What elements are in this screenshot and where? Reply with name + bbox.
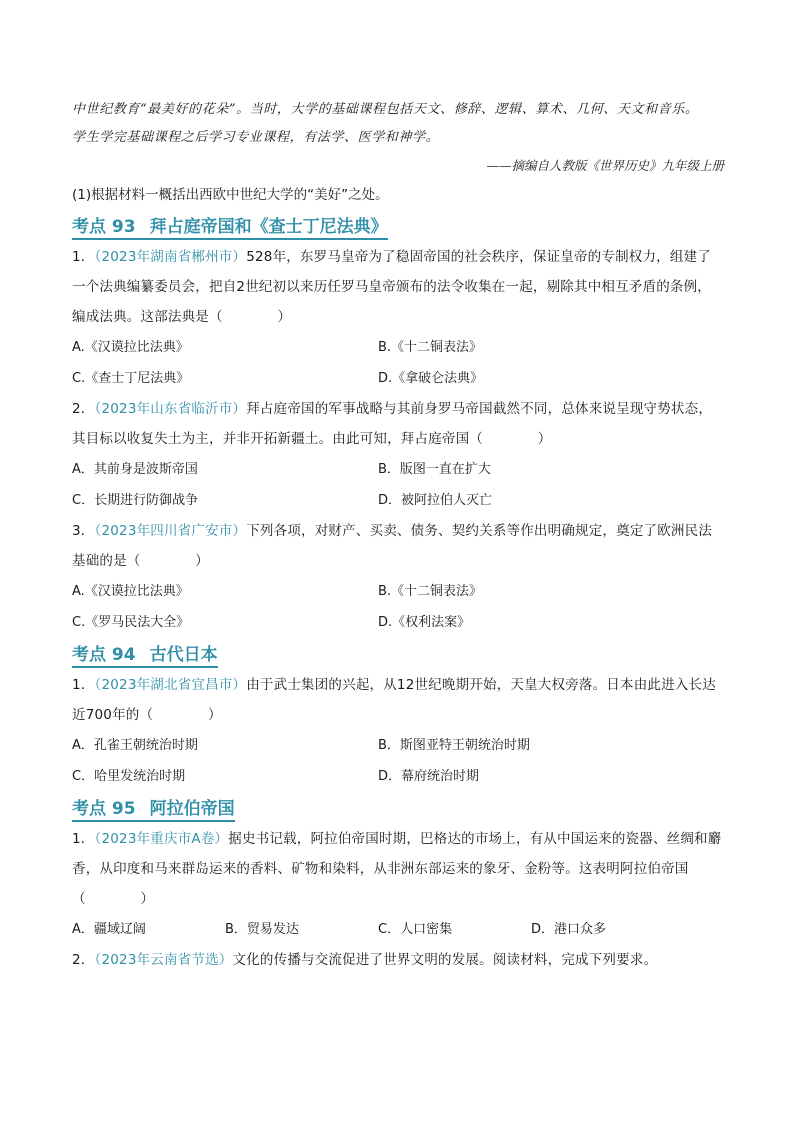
document-page: [72, 96, 724, 975]
material-question: (1)根据材料一概括出西欧中世纪大学的“美好”之处。: [72, 187, 389, 203]
option-c[interactable]: C．哈里发统治时期: [72, 769, 186, 784]
option-d[interactable]: D．幕府统治时期: [378, 769, 480, 784]
question-item: [72, 242, 724, 394]
option-a[interactable]: A．其前身是波斯帝国: [72, 462, 198, 477]
section-94: [72, 640, 724, 792]
section-number: 考点 95: [72, 799, 136, 819]
option-a[interactable]: A.《汉谟拉比法典》: [72, 340, 189, 355]
question-source: （2023年云南省节选）: [94, 952, 233, 968]
option-b[interactable]: B.《十二铜表法》: [378, 340, 483, 355]
section-93: [72, 212, 724, 638]
question-source: （2023年湖南省郴州市）: [94, 249, 247, 265]
question-text: 下列各项，对财产、买卖、债务、契约关系等作出明确规定，奠定了欧洲民法基础的是（ ）: [72, 523, 713, 569]
material-line-2: 学生学完基础课程之后学习专业课程，有法学、医学和神学。: [72, 130, 440, 145]
section-heading: [72, 794, 724, 824]
section-number: 考点 93: [72, 217, 136, 237]
answer-options: [72, 332, 724, 394]
answer-options: [72, 730, 724, 792]
option-a[interactable]: A．疆域辽阔: [72, 922, 146, 937]
question-number: 1．: [72, 831, 95, 847]
option-b[interactable]: B．贸易发达: [225, 922, 299, 937]
option-d[interactable]: D.《权利法案》: [378, 615, 471, 630]
option-c[interactable]: C．人口密集: [378, 922, 453, 937]
question-item: [72, 394, 724, 516]
section-title: 阿拉伯帝国: [149, 799, 235, 819]
material-citation: ——摘编自人教版《世界历史》九年级上册: [486, 158, 724, 173]
section-title: 拜占庭帝国和《查士丁尼法典》: [149, 217, 388, 237]
question-number: 1．: [72, 249, 95, 265]
option-a[interactable]: A．孔雀王朝统治时期: [72, 738, 198, 753]
option-b[interactable]: B．版图一直在扩大: [378, 462, 491, 477]
material-line-1: 中世纪教育“最美好的花朵”。当时，大学的基础课程包括天文、修辞、逻辑、算术、几何、天文和音乐。: [72, 102, 699, 117]
question-source: （2023年湖北省宜昌市）: [94, 677, 247, 693]
question-source: （2023年重庆市A卷）: [94, 831, 229, 847]
question-item: [72, 945, 724, 975]
question-text: 拜占庭帝国的军事战略与其前身罗马帝国截然不同，总体来说呈现守势状态，其目标以收复失土为主，并非开拓新疆土。由此可知，拜占庭帝国（ ）: [72, 401, 713, 447]
option-c[interactable]: C．长期进行防御战争: [72, 493, 199, 508]
material-excerpt: [72, 96, 724, 210]
answer-options: [72, 576, 724, 638]
answer-options: [72, 454, 724, 516]
question-text: 据史书记载，阿拉伯帝国时期，巴格达的市场上，有从中国运来的瓷器、丝绸和麝香，从印度和马来群岛运来的香料、矿物和染料，从非洲东部运来的象牙、金粉等。这表明阿拉伯帝国（ ）: [72, 831, 722, 907]
question-item: [72, 516, 724, 638]
option-d[interactable]: D．被阿拉伯人灭亡: [378, 493, 493, 508]
section-heading: [72, 212, 724, 242]
answer-options: [72, 914, 724, 945]
option-c[interactable]: C.《查士丁尼法典》: [72, 371, 190, 386]
section-heading: [72, 640, 724, 670]
question-text: 528年，东罗马皇帝为了稳固帝国的社会秩序，保证皇帝的专制权力，组建了一个法典编纂委员会，把自2世纪初以来历任罗马皇帝颁布的法令收集在一起，剔除其中相互矛盾的条例，编成法典。这部法典是（ ）: [72, 249, 711, 325]
question-number: 2．: [72, 401, 95, 417]
question-text: 由于武士集团的兴起，从12世纪晚期开始，天皇大权旁落。日本由此进入长达近700年的（ ）: [72, 677, 716, 723]
option-b[interactable]: B．斯图亚特王朝统治时期: [378, 738, 530, 753]
section-number: 考点 94: [72, 645, 136, 665]
option-a[interactable]: A.《汉谟拉比法典》: [72, 584, 189, 599]
section-95: [72, 794, 724, 975]
option-c[interactable]: C.《罗马民法大全》: [72, 615, 190, 630]
option-d[interactable]: D．港口众多: [531, 922, 607, 937]
question-item: [72, 824, 724, 945]
option-b[interactable]: B.《十二铜表法》: [378, 584, 483, 599]
question-source: （2023年四川省广安市）: [94, 523, 247, 539]
question-number: 2．: [72, 952, 95, 968]
question-number: 1．: [72, 677, 95, 693]
question-number: 3．: [72, 523, 95, 539]
section-title: 古代日本: [149, 645, 218, 665]
question-source: （2023年山东省临沂市）: [94, 401, 247, 417]
question-item: [72, 670, 724, 792]
option-d[interactable]: D.《拿破仑法典》: [378, 371, 484, 386]
question-text: 文化的传播与交流促进了世界文明的发展。阅读材料，完成下列要求。: [232, 952, 658, 968]
